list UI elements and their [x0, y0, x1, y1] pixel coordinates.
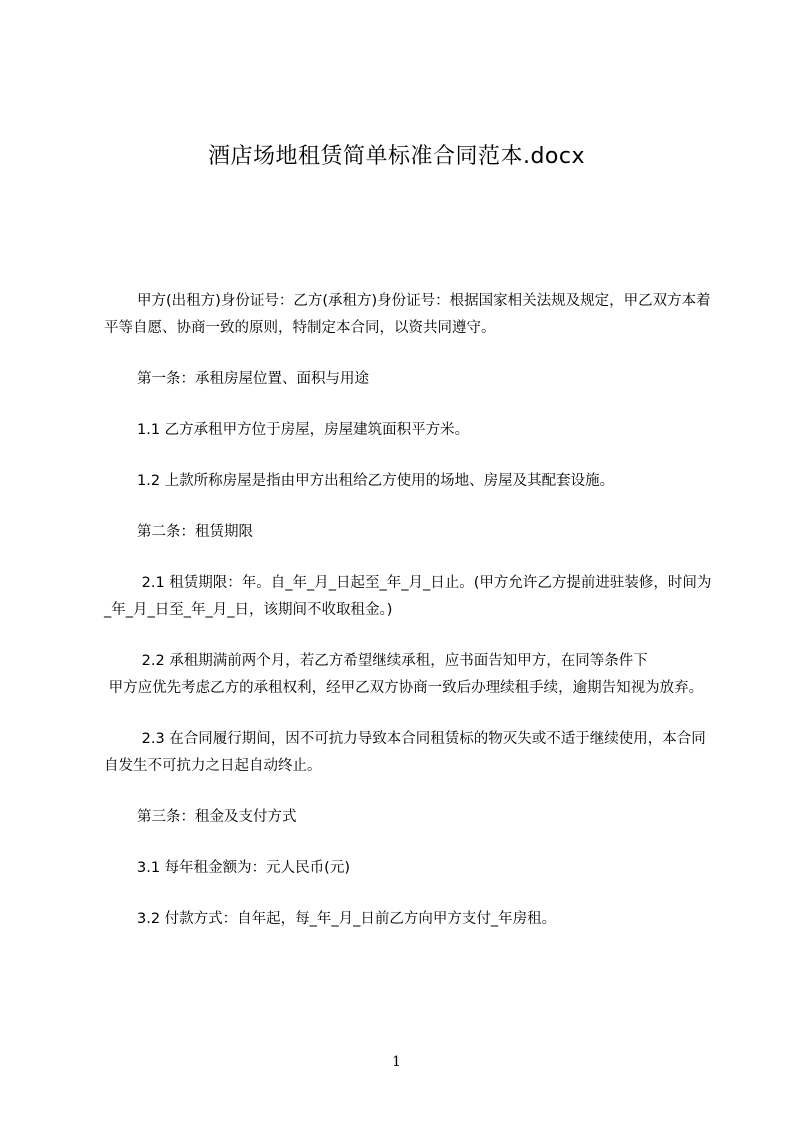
paragraph-intro: 甲方(出租方)身份证号：乙方(承租方)身份证号：根据国家相关法规及规定，甲乙双方本着平等自愿、协商一致的原则，特制定本合同，以资共同遵守。	[104, 293, 711, 336]
clause-2-2: 2.2 承租期满前两个月，若乙方希望继续承租，应书面告知甲方，在同等条件下 甲方应优先考虑乙方的承租权利，经甲乙双方协商一致后办理续租手续，逾期告知视为放弃。	[108, 653, 704, 696]
clause-2-3: 2.3 在合同履行期间，因不可抗力导致本合同租赁标的物灭失或不适于继续使用，本合同自发生不可抗力之日起自动终止。	[104, 731, 706, 774]
clause-1-1: 1.1 乙方承租甲方位于房屋，房屋建筑面积平方米。	[137, 422, 470, 438]
document-body	[104, 288, 718, 957]
clause-3-1: 3.1 每年租金额为：元人民币(元)	[137, 860, 350, 876]
article-1-heading: 第一条：承租房屋位置、面积与用途	[137, 371, 369, 387]
page-number: 1	[392, 1054, 401, 1070]
article-2-heading: 第二条：租赁期限	[137, 524, 253, 540]
clause-2-1: 2.1 租赁期限：年。自_年_月_日起至_年_月_日止。(甲方允许乙方提前进驻装修，时间为_年_月_日至_年_月_日，该期间不收取租金。)	[104, 575, 712, 618]
clause-3-2: 3.2 付款方式：自年起，每_年_月_日前乙方向甲方支付_年房租。	[137, 911, 557, 927]
document-title: 酒店场地租赁简单标准合同范本.docx	[207, 144, 586, 169]
article-3-heading: 第三条：租金及支付方式	[137, 809, 297, 825]
clause-1-2: 1.2 上款所称房屋是指由甲方出租给乙方使用的场地、房屋及其配套设施。	[137, 473, 615, 489]
